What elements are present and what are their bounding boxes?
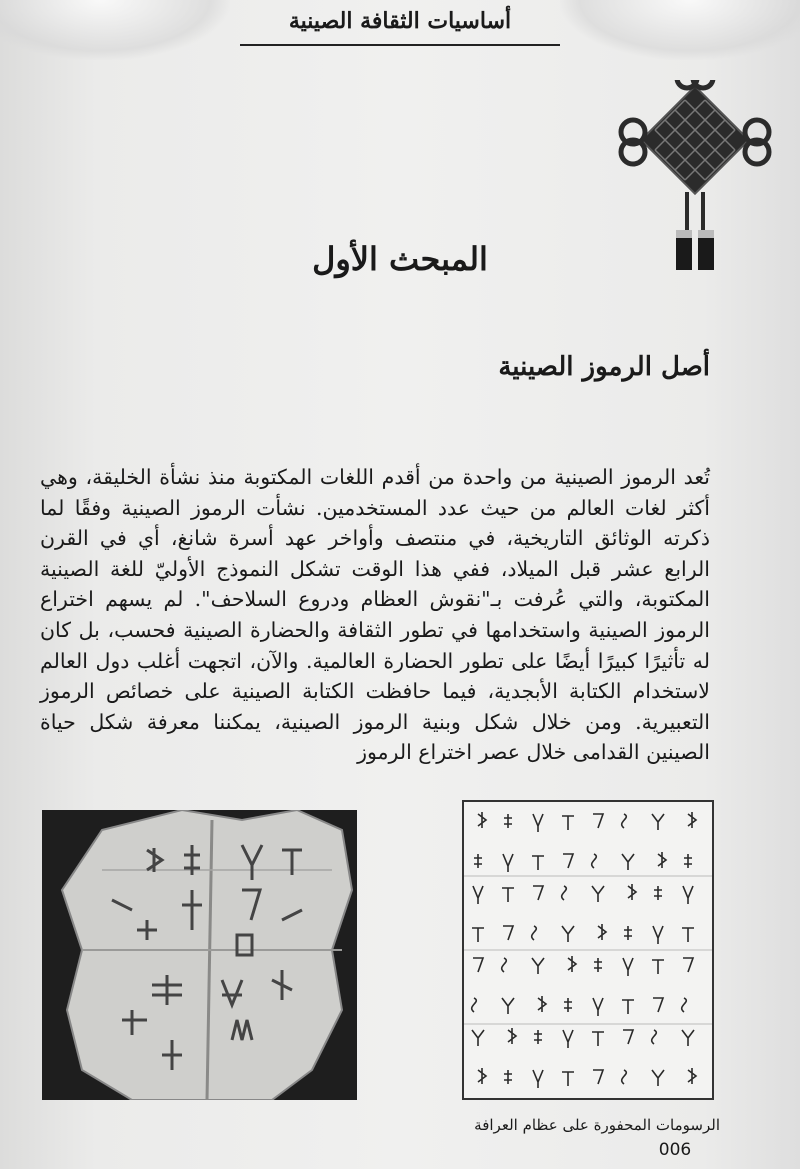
oracle-glyph: [593, 814, 603, 828]
oracle-glyph: [652, 814, 664, 830]
oracle-glyph: [688, 1068, 696, 1084]
oracle-glyph: [502, 998, 514, 1014]
oracle-glyph: [622, 1070, 627, 1084]
oracle-glyph: [592, 854, 597, 868]
body-text: [40, 462, 710, 768]
oracle-glyph: [653, 926, 663, 944]
oracle-glyph: [502, 888, 514, 902]
oracle-glyph-table-image: [462, 800, 714, 1100]
corner-ornament-right: [560, 0, 800, 60]
figure-caption: الرسومات المحفورة على عظام العرافة: [474, 1116, 720, 1134]
oracle-glyph: [593, 1070, 603, 1084]
oracle-glyph: [503, 854, 513, 872]
oracle-glyph: [652, 1030, 657, 1044]
oracle-glyph: [622, 1000, 634, 1014]
oracle-glyph: [622, 814, 627, 828]
oracle-glyph: [564, 998, 572, 1012]
header-divider: [240, 44, 560, 46]
oracle-glyph: [563, 854, 573, 868]
oracle-glyph: [508, 1028, 516, 1044]
chinese-knot-icon: [600, 80, 790, 270]
oracle-glyph: [504, 1070, 512, 1084]
corner-ornament-left: [0, 0, 230, 60]
oracle-glyph: [474, 854, 482, 868]
oracle-glyph: [682, 1030, 694, 1046]
oracle-glyph: [622, 854, 634, 870]
oracle-glyph: [473, 958, 483, 972]
oracle-glyph: [562, 886, 567, 900]
oracle-glyph: [533, 886, 543, 900]
oracle-glyph: [594, 958, 602, 972]
oracle-glyph: [568, 956, 576, 972]
oracle-glyph: [563, 1030, 573, 1048]
oracle-glyph: [688, 812, 696, 828]
oracle-glyph: [533, 814, 543, 832]
oracle-glyph: [562, 926, 574, 942]
oracle-glyph: [532, 856, 544, 870]
oracle-glyph: [652, 960, 664, 974]
oracle-glyph: [623, 1030, 633, 1044]
oracle-glyph: [658, 852, 666, 868]
oracle-glyph: [623, 958, 633, 976]
oracle-glyph: [592, 1032, 604, 1046]
oracle-glyph: [534, 1030, 542, 1044]
oracle-glyph: [478, 1068, 486, 1084]
oracle-glyph: [502, 958, 507, 972]
oracle-glyph: [593, 998, 603, 1016]
oracle-glyph: [628, 884, 636, 900]
oracle-glyph: [562, 1072, 574, 1086]
oracle-glyph: [592, 886, 604, 902]
oracle-glyph: [532, 926, 537, 940]
oracle-glyph: [683, 958, 693, 972]
paragraph: تُعد الرموز الصينية من واحدة من أقدم اللغات المكتوبة منذ نشأة الخليقة، وهي أكثر لغات العالم من حيث عدد المستخدمين. نشأت الرموز الصينية وفقًا لما ذكرته الوثائق التاريخية، في منتصف وأواخر عهد أسرة شانغ، أي في القرن الرابع عشر قبل الميلاد، ففي هذا الوقت تشكل النموذج الأوليّ للغة الصينية المكتوبة، والتي عُرفت بـ"نقوش العظام ودروع السلاحف". لم يسهم اختراع الرموز الصينية واستخدامها في تطور الثقافة والحضارة الصينية فحسب، بل كان له تأثيرًا كبيرًا أيضًا على تطور الحضارة العالمية. والآن، اتجهت أغلب دول العالم لاستخدام الكتابة الأبجدية، فيما حافظت الكتابة الصينية على خصائص الرموز التعبيرية. ومن خلال شكل وبنية الرموز الصينية، يمكننا معرفة شكل حياة الصينين القدامى خلال عصر اختراع الرموز: [40, 465, 710, 765]
oracle-glyph: [473, 886, 483, 904]
section-title: أصل الرموز الصينية: [498, 352, 710, 382]
oracle-glyph: [682, 928, 694, 942]
running-header: أساسيات الثقافة الصينية: [288, 8, 512, 34]
oracle-glyph: [653, 998, 663, 1012]
oracle-glyph: [532, 958, 544, 974]
oracle-glyph: [503, 926, 513, 940]
oracle-glyph: [472, 1030, 484, 1046]
oracle-glyph: [654, 886, 662, 900]
oracle-glyph: [472, 998, 477, 1012]
oracle-glyph: [598, 924, 606, 940]
oracle-glyph: [652, 1070, 664, 1086]
oracle-glyph: [538, 996, 546, 1012]
oracle-glyph: [478, 812, 486, 828]
oracle-glyph: [504, 814, 512, 828]
oracle-glyph: [683, 886, 693, 904]
oracle-glyph: [682, 998, 687, 1012]
chapter-title: المبحث الأول: [312, 240, 488, 278]
oracle-glyph: [562, 816, 574, 830]
page-number: 006: [658, 1140, 692, 1160]
oracle-glyph: [533, 1070, 543, 1088]
oracle-bone-image: [42, 810, 357, 1100]
oracle-glyph: [472, 928, 484, 942]
oracle-glyph: [624, 926, 632, 940]
oracle-glyph: [684, 854, 692, 868]
